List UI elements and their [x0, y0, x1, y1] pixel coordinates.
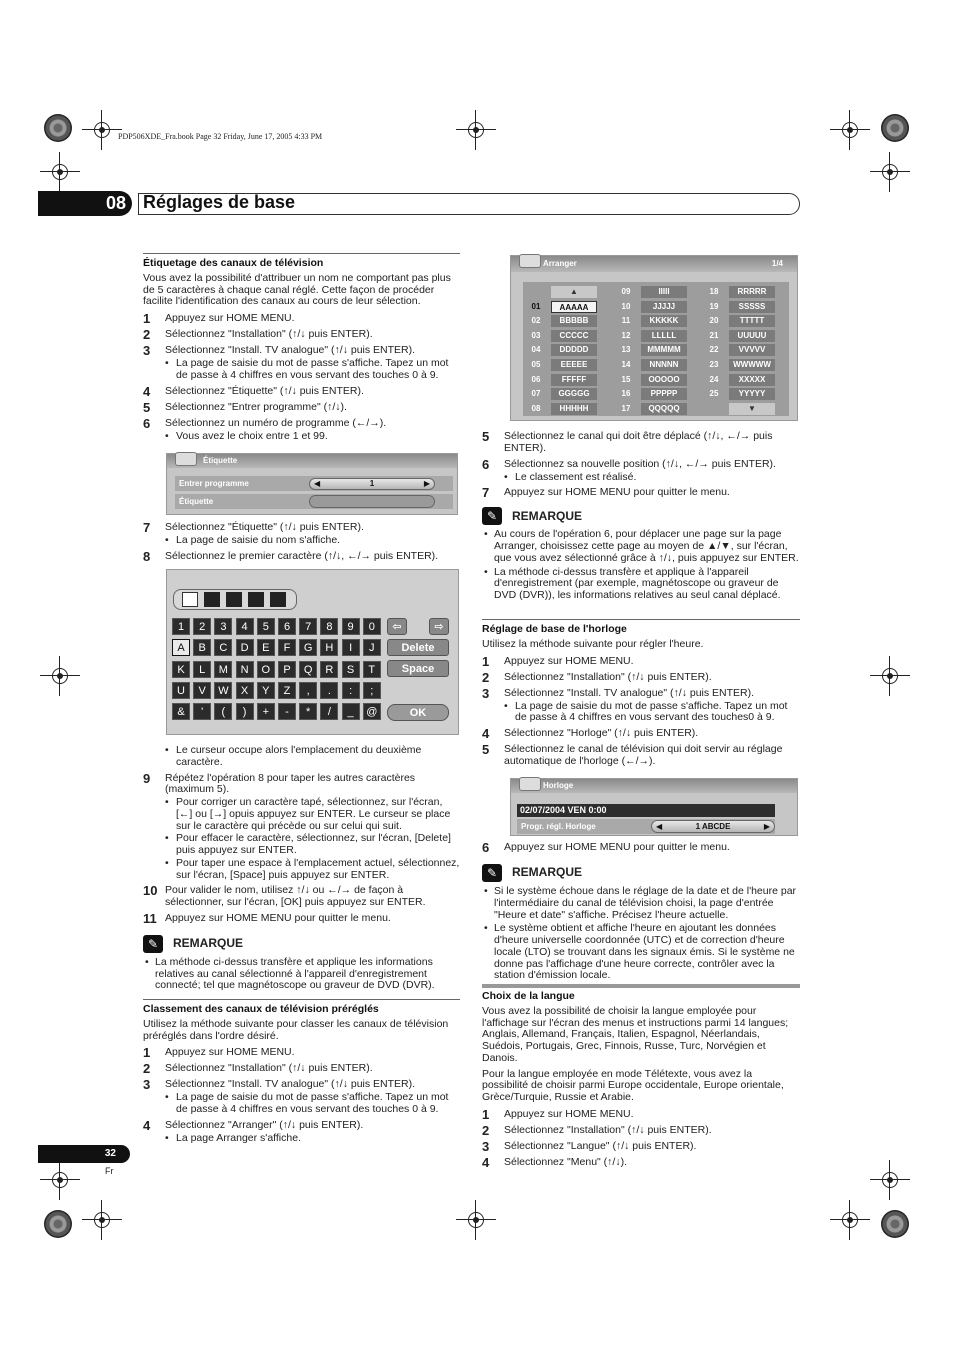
bullet: • La page de saisie du nom s'affiche. [165, 534, 341, 546]
arranger-channel-number: 07 [531, 389, 541, 399]
left-arrow-icon: ◀ [656, 822, 663, 831]
note-pencil-icon: ✎ [143, 935, 163, 953]
arranger-channel-name[interactable]: WWWWW [729, 359, 775, 371]
right-column-langue [482, 984, 800, 1169]
step: 10 Pour valider le nom, utilisez ↑/↓ ou ←/→ de façon à sélectionner, sur l'écran, [OK] puis appuyez sur ENTER. [143, 883, 426, 908]
arranger-channel-name[interactable]: EEEEE [551, 359, 597, 371]
step: 4 Sélectionnez "Menu" (↑/↓). [482, 1154, 628, 1170]
right-column-horloge [482, 619, 800, 768]
key-B[interactable]: B [193, 639, 211, 656]
arranger-channel-number: 13 [621, 345, 631, 355]
arranger-channel-name[interactable]: CCCCC [551, 330, 597, 342]
crop-mark [456, 1200, 496, 1240]
ok-key[interactable]: OK [387, 704, 449, 721]
arranger-channel-name[interactable]: HHHHH [551, 403, 597, 415]
step: 2 Sélectionnez "Installation" (↑/↓ puis ENTER). [143, 1061, 373, 1077]
crop-mark [82, 110, 122, 150]
page-language: Fr [105, 1166, 114, 1176]
page-up-arrow-icon[interactable]: ▲ [551, 286, 597, 298]
key-;[interactable]: ; [363, 682, 381, 699]
char-slot-active [182, 592, 198, 607]
arranger-channel-name[interactable]: QQQQQ [641, 403, 687, 415]
key-E[interactable]: E [257, 639, 275, 656]
arranger-channel-number [703, 403, 725, 415]
char-slot [248, 592, 264, 607]
arranger-channel-name[interactable]: PPPPP [641, 388, 687, 400]
arranger-channel-name[interactable]: GGGGG [551, 388, 597, 400]
step: 5 Sélectionnez "Entrer programme" (↑/↓). [143, 399, 347, 415]
arranger-channel-name[interactable]: RRRRR [729, 286, 775, 298]
step: 9 Répétez l'opération 8 pour taper les autres caractères (maximum 5). [143, 770, 416, 796]
char-slot [226, 592, 242, 607]
key-'[interactable]: ' [193, 703, 211, 720]
crop-mark [82, 1200, 122, 1240]
keyboard-screen [166, 569, 459, 735]
note-header: ✎ REMARQUE [482, 864, 800, 882]
bullet: • La page Arranger s'affiche. [165, 1131, 301, 1144]
key-K[interactable]: K [172, 661, 190, 678]
key-&[interactable]: & [172, 703, 190, 720]
section-paragraph: Pour la langue employée en mode Télétexte, vous avez la possibilité de choisir parmi Europe occidentale, Europe orientale, Grèce/Turquie, Russie et Arabie. [482, 1067, 784, 1103]
key-R[interactable]: R [320, 661, 338, 678]
key-D[interactable]: D [236, 639, 254, 656]
etiquette-row: Étiquette [175, 494, 453, 509]
step: 3 Sélectionnez "Install. TV analogue" (↑/↓ puis ENTER). [482, 685, 755, 701]
key-*[interactable]: * [299, 703, 317, 720]
key-A[interactable]: A [172, 639, 190, 656]
step: 1 Appuyez sur HOME MENU. [482, 653, 634, 669]
key-N[interactable]: N [236, 661, 254, 678]
step: 7 Sélectionnez "Étiquette" (↑/↓ puis ENTER). [143, 520, 364, 535]
bullet: • Vous avez le choix entre 1 et 99. [165, 429, 328, 442]
key-5[interactable]: 5 [257, 618, 275, 635]
arranger-screen-title: Arranger 1/4 [511, 256, 797, 272]
step: 1 Appuyez sur HOME MENU. [482, 1106, 634, 1122]
note-header: ✎ REMARQUE [143, 935, 460, 953]
key-T[interactable]: T [363, 661, 381, 678]
arranger-channel-number: 15 [621, 374, 631, 384]
arranger-channel-number: 24 [709, 374, 719, 384]
key-M[interactable]: M [214, 661, 232, 678]
arranger-channel-name[interactable]: UUUUU [729, 330, 775, 342]
arranger-channel-name[interactable]: VVVVV [729, 344, 775, 356]
left-column-steps-8-11 [143, 744, 460, 992]
step: 6 Appuyez sur HOME MENU pour quitter le menu. [482, 840, 730, 855]
arranger-channel-number: 09 [621, 287, 631, 296]
step: 1 Appuyez sur HOME MENU. [143, 311, 295, 326]
note-item: • La méthode ci-dessus transfère et applique à l'appareil d'enregistrement (par exemple, magnétoscope ou graveur de DVD (DVR)), les informations relatives au seul canal déplacé. [484, 565, 781, 601]
step: 3 Sélectionnez "Install. TV analogue" (↑/↓ puis ENTER). [143, 1077, 416, 1093]
key-([interactable]: ( [214, 703, 232, 720]
arranger-channel-name[interactable]: TTTTT [729, 315, 775, 327]
right-column-horloge-end [482, 838, 800, 982]
crop-mark [870, 1160, 910, 1200]
key--[interactable]: - [278, 703, 296, 720]
section-title-classement: Classement des canaux de télévision préréglés [143, 999, 460, 1016]
arranger-channel-number: 06 [531, 374, 541, 384]
arranger-channel-number: 10 [621, 301, 631, 311]
step: 2 Sélectionnez "Installation" (↑/↓ puis ENTER). [482, 669, 712, 685]
step: 3 Sélectionnez "Langue" (↑/↓ puis ENTER). [482, 1138, 697, 1154]
arranger-channel-number: 03 [531, 330, 541, 340]
arranger-channel-number: 21 [709, 330, 719, 340]
arranger-channel-number: 19 [709, 301, 719, 311]
arranger-channel-number: 14 [621, 360, 631, 369]
bullet: • La page de saisie du mot de passe s'affiche. Tapez un mot de passe à 4 chiffres en vous servant des touches 0 à 9. [165, 357, 449, 381]
bullet: • Pour taper une espace à l'emplacement actuel, sélectionnez, sur l'écran, [Space] puis appuyez sur ENTER. [165, 856, 460, 881]
left-column [143, 253, 460, 442]
crop-mark [870, 152, 910, 192]
crop-mark [830, 110, 870, 150]
key-@[interactable]: @ [363, 703, 381, 720]
note-pencil-icon: ✎ [482, 864, 502, 882]
key-G[interactable]: G [299, 639, 317, 656]
key-1[interactable]: 1 [172, 618, 190, 635]
crop-mark [40, 656, 80, 696]
arranger-channel-name[interactable]: NNNNN [641, 359, 687, 371]
section-title-horloge: Réglage de base de l'horloge [482, 619, 800, 636]
key-J[interactable]: J [363, 639, 381, 656]
key-C[interactable]: C [214, 639, 232, 656]
registration-target-bottom-left [44, 1210, 72, 1238]
note-item: • La méthode ci-dessus transfère et applique les informations relatives au canal sélectionné à l'appareil d'enregistrement connecté; tel que magnétoscope ou graveur de DVD (DVR). [145, 955, 435, 992]
arranger-channel-number: 01 [531, 301, 541, 311]
key-F[interactable]: F [278, 639, 296, 656]
registration-target-bottom-right [881, 1210, 909, 1238]
key-3[interactable]: 3 [214, 618, 232, 635]
left-column-classement [143, 999, 460, 1145]
bullet: • Le classement est réalisé. [504, 470, 637, 483]
step: 11 Appuyez sur HOME MENU pour quitter le menu. [143, 910, 391, 926]
key-W[interactable]: W [214, 682, 232, 699]
section-title-etiquetage: Étiquetage des canaux de télévision [143, 253, 460, 270]
key-8[interactable]: 8 [320, 618, 338, 635]
cursor-left-key[interactable]: ⇦ [387, 618, 407, 635]
arranger-channel-number: 23 [709, 360, 719, 369]
key-,[interactable]: , [299, 682, 317, 699]
arranger-channel-name[interactable]: KKKKK [641, 315, 687, 327]
note-pencil-icon: ✎ [482, 507, 502, 525]
chapter-number: 08 [38, 191, 132, 216]
crop-mark [40, 152, 80, 192]
step: 7 Appuyez sur HOME MENU pour quitter le menu. [482, 485, 730, 501]
arranger-channel-number [525, 286, 547, 298]
step: 6 Sélectionnez un numéro de programme (←/→). [143, 415, 387, 431]
chapter-title: Réglages de base [143, 192, 296, 212]
arranger-channel-name[interactable]: FFFFF [551, 374, 597, 386]
file-header: PDP506XDE_Fra.book Page 32 Friday, June 17, 2005 4:33 PM [118, 132, 323, 141]
progr-regl-horloge-row: Progr. régl. Horloge [517, 819, 775, 834]
arranger-channel-number: 08 [531, 403, 541, 413]
right-column-arranger-steps [482, 427, 800, 602]
entrer-programme-row: Entrer programme [175, 476, 453, 491]
arranger-channel-number: 20 [709, 316, 719, 326]
right-arrow-icon: ▶ [763, 822, 770, 831]
key-9[interactable]: 9 [342, 618, 360, 635]
key-V[interactable]: V [193, 682, 211, 699]
key-)[interactable]: ) [236, 703, 254, 720]
key-S[interactable]: S [342, 661, 360, 678]
key-L[interactable]: L [193, 661, 211, 678]
key-2[interactable]: 2 [193, 618, 211, 635]
key-Z[interactable]: Z [278, 682, 296, 699]
space-key[interactable]: Space [387, 660, 449, 677]
step: 2 Sélectionnez "Installation" (↑/↓ puis ENTER). [143, 327, 373, 342]
key-Q[interactable]: Q [299, 661, 317, 678]
bullet: • Pour effacer le caractère, sélectionnez, sur l'écran, [Delete] puis appuyez sur ENTER. [165, 832, 451, 856]
arranger-channel-name[interactable]: OOOOO [641, 374, 687, 386]
menu-icon [519, 777, 541, 791]
section-intro: Vous avez la possibilité d'attribuer un nom ne comportant pas plus de 5 caractères à chaque canal réglé. Cette façon de procéder facilite l'identification des canaux au cours de leur sélection. [143, 271, 451, 308]
crop-mark [870, 656, 910, 696]
step: 6 Sélectionnez sa nouvelle position (↑/↓, ←/→ puis ENTER). [482, 456, 776, 472]
horloge-screen-title: Horloge [511, 779, 797, 793]
left-arrow-icon: ◀ [314, 479, 321, 488]
key-:[interactable]: : [342, 682, 360, 699]
left-column-steps-7-8 [143, 518, 460, 563]
step: 8 Sélectionnez le premier caractère (↑/↓, ←/→ puis ENTER). [143, 548, 439, 564]
crop-mark [456, 110, 496, 150]
page-number: 32 [38, 1145, 130, 1163]
page-down-arrow-icon[interactable]: ▼ [729, 403, 775, 415]
arranger-channel-number: 02 [531, 316, 541, 326]
step: 4 Sélectionnez "Horloge" (↑/↓ puis ENTER). [482, 726, 699, 741]
note-header: ✎ REMARQUE [482, 507, 800, 525]
key-H[interactable]: H [320, 639, 338, 656]
datetime-bar: 02/07/2004 VEN 0:00 [517, 804, 775, 817]
registration-target-top-right [881, 114, 909, 142]
key-I[interactable]: I [342, 639, 360, 656]
arranger-channel-name[interactable]: SSSSS [729, 301, 775, 313]
step: 5 Sélectionnez le canal qui doit être déplacé (↑/↓, ←/→ puis ENTER). [482, 429, 773, 454]
arranger-screen [510, 255, 798, 421]
etiquette-screen [166, 453, 458, 515]
step: 3 Sélectionnez "Install. TV analogue" (↑/↓ puis ENTER). [143, 343, 416, 358]
key-7[interactable]: 7 [299, 618, 317, 635]
key-4[interactable]: 4 [236, 618, 254, 635]
note-item: • Si le système échoue dans le réglage de la date et de l'heure par l'intermédiaire du canal de télévision choisi, la page d'entrée "Heure et date" s'affiche. Précisez l'heure actuelle. [484, 885, 797, 921]
note-item: • Au cours de l'opération 6, pour déplacer une page sur la page Arranger, choisissez cette page au moyen de ▲/▼, sur l'écran, que vous avez sélectionné grâce à ↑/↓, puis appuyez sur ENTER. [484, 528, 799, 564]
etiquette-screen-title: Étiquette [167, 454, 457, 468]
bullet: • Le curseur occupe alors l'emplacement du deuxième caractère. [165, 744, 422, 768]
arranger-channel-number: 18 [709, 287, 719, 296]
crop-mark [40, 1160, 80, 1200]
arranger-channel-name[interactable]: LLLLL [641, 330, 687, 342]
key-O[interactable]: O [257, 661, 275, 678]
key-.[interactable]: . [320, 682, 338, 699]
key-_[interactable]: _ [342, 703, 360, 720]
menu-icon [175, 452, 197, 466]
step: 4 Sélectionnez "Étiquette" (↑/↓ puis ENTER). [143, 383, 364, 399]
char-slot [204, 592, 220, 607]
char-slot [270, 592, 286, 607]
arranger-channel-number: 16 [621, 389, 631, 399]
arranger-channel-number: 12 [621, 330, 631, 340]
arranger-channel-number: 22 [709, 345, 719, 355]
cursor-right-key[interactable]: ⇨ [429, 618, 449, 635]
key-6[interactable]: 6 [278, 618, 296, 635]
bullet: • La page de saisie du mot de passe s'affiche. Tapez un mot de passe à 4 chiffres en vous servant des touches 0 à 9. [165, 1091, 449, 1115]
key-+[interactable]: + [257, 703, 275, 720]
menu-icon [519, 254, 541, 268]
key-0[interactable]: 0 [363, 618, 381, 635]
arranger-channel-number: 04 [531, 345, 541, 355]
delete-key[interactable]: Delete [387, 639, 449, 656]
key-Y[interactable]: Y [257, 682, 275, 699]
arranger-channel-name[interactable]: YYYYY [729, 388, 775, 400]
arranger-channel-name[interactable]: BBBBB [551, 315, 597, 327]
step: 2 Sélectionnez "Installation" (↑/↓ puis ENTER). [482, 1122, 712, 1138]
arranger-channel-number: 25 [709, 389, 719, 399]
note-item: • Le système obtient et affiche l'heure en ajoutant les données d'heure universelle coordonnée (UTC) et de correction d'heure locale (LTO) se trouvant dans les signaux émis. Si le système ne donne pas l'affichage d'une heure correcte, contrôler avec la station d'émission locale. [484, 922, 795, 982]
arranger-channel-name[interactable]: AAAAA [551, 301, 597, 313]
section-paragraph: Vous avez la possibilité de choisir la langue employée pour l'affichage sur l'écran des menus et instructions parmi 14 langues; Anglais, Allemand, Français, Italien, Espagnol, Néerlandais, Suédois, Portugais, Grec, Finnois, Russe, Turc, Norvégien et Danois. [482, 1004, 789, 1064]
crop-mark [830, 1200, 870, 1240]
arranger-channel-number: 05 [531, 360, 541, 369]
right-arrow-icon: ▶ [423, 479, 430, 488]
key-U[interactable]: U [172, 682, 190, 699]
arranger-channel-name[interactable]: IIIII [641, 286, 687, 298]
step: 5 Sélectionnez le canal de télévision qui doit servir au réglage automatique de l'horloge (←/→). [482, 742, 783, 767]
arranger-channel-name[interactable]: JJJJJ [641, 301, 687, 313]
key-P[interactable]: P [278, 661, 296, 678]
arranger-channel-name[interactable]: DDDDD [551, 344, 597, 356]
bullet: • Pour corriger un caractère tapé, sélectionnez, sur l'écran, [←] ou [→] opuis appuyez sur ENTER. Le curseur se place sur le caractère qui précède ou sur celui qui suit. [165, 796, 451, 832]
step: 1 Appuyez sur HOME MENU. [143, 1045, 295, 1061]
horloge-screen [510, 778, 798, 836]
arranger-channel-name[interactable]: XXXXX [729, 374, 775, 386]
section-intro: Utilisez la méthode suivante pour classer les canaux de télévision préréglés dans l'ordre désiré. [143, 1017, 449, 1042]
step: 4 Sélectionnez "Arranger" (↑/↓ puis ENTER). [143, 1117, 364, 1133]
horloge-channel-selector[interactable]: ◀ 1 ABCDE ▶ [651, 820, 775, 833]
key-X[interactable]: X [236, 682, 254, 699]
section-intro: Utilisez la méthode suivante pour régler l'heure. [482, 637, 704, 650]
arranger-channel-number: 11 [621, 316, 631, 326]
registration-target-top-left [44, 114, 72, 142]
key-/[interactable]: / [320, 703, 338, 720]
arranger-channel-number: 17 [621, 403, 631, 413]
section-title-langue: Choix de la langue [482, 984, 800, 1003]
programme-selector[interactable]: ◀ 1 ▶ [309, 478, 435, 490]
bullet: • La page de saisie du mot de passe s'affiche. Tapez un mot de passe à 4 chiffres en vous servant des touches0 à 9. [504, 699, 788, 724]
arranger-channel-name[interactable]: MMMMM [641, 344, 687, 356]
etiquette-name-field[interactable] [309, 495, 435, 508]
